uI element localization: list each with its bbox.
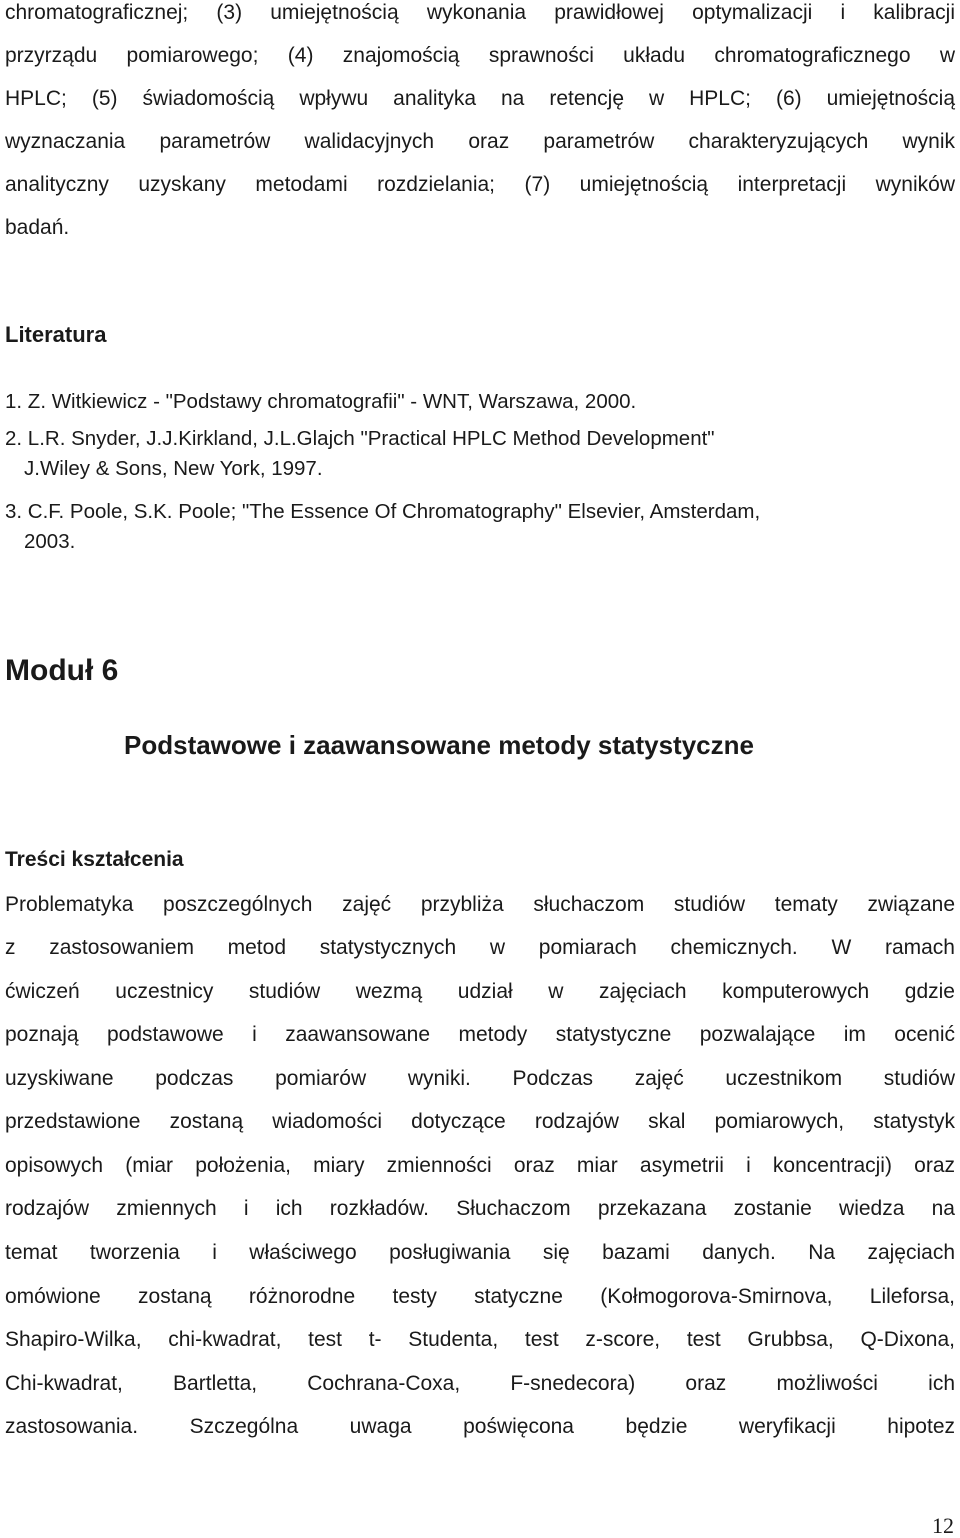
- content-line: z zastosowaniem metod statystycznych w pomiarach chemicznych. W ramach: [5, 936, 955, 959]
- intro-line: badań.: [5, 216, 70, 239]
- content-line: omówione zostaną różnorodne testy statyczne (Kołmogorova-Smirnova, Lileforsa,: [5, 1285, 955, 1308]
- content-line: temat tworzenia i właściwego posługiwania się bazami danych. Na zajęciach: [5, 1241, 955, 1264]
- content-line: poznają podstawowe i zaawansowane metody statystyczne pozwalające im ocenić: [5, 1023, 955, 1046]
- intro-line: przyrządu pomiarowego; (4) znajomością sprawności układu chromatograficznego w: [5, 44, 955, 67]
- content-line: uzyskiwane podczas pomiarów wyniki. Podczas zajęć uczestnikom studiów: [5, 1067, 955, 1090]
- literature-ref-continuation: J.Wiley & Sons, New York, 1997.: [24, 457, 323, 480]
- intro-line: HPLC; (5) świadomością wpływu analityka na retencję w HPLC; (6) umiejętnością: [5, 87, 955, 110]
- literature-ref: 1. Z. Witkiewicz - "Podstawy chromatografii" - WNT, Warszawa, 2000.: [5, 390, 637, 413]
- intro-line: analityczny uzyskany metodami rozdzielania; (7) umiejętnością interpretacji wyników: [5, 173, 955, 196]
- page-number: 12: [932, 1513, 954, 1538]
- intro-line: wyznaczania parametrów walidacyjnych oraz parametrów charakteryzujących wynik: [5, 130, 955, 153]
- content-line: przedstawione zostaną wiadomości dotyczące rodzajów skal pomiarowych, statystyk: [5, 1110, 955, 1133]
- content-heading: Treści kształcenia: [5, 848, 184, 871]
- literature-ref-continuation: 2003.: [24, 530, 76, 553]
- module-title: Moduł 6: [5, 654, 119, 687]
- literature-ref: 2. L.R. Snyder, J.J.Kirkland, J.L.Glajch "Practical HPLC Method Development": [5, 427, 715, 450]
- content-line: Problematyka poszczególnych zajęć przybliża słuchaczom studiów tematy związane: [5, 893, 955, 916]
- literature-heading: Literatura: [5, 322, 107, 347]
- content-line: Chi-kwadrat, Bartletta, Cochrana-Coxa, F-snedecora) oraz możliwości ich: [5, 1372, 955, 1395]
- content-line: Shapiro-Wilka, chi-kwadrat, test t- Studenta, test z-score, test Grubbsa, Q-Dixona,: [5, 1328, 955, 1351]
- content-line: zastosowania. Szczególna uwaga poświęcona będzie weryfikacji hipotez: [5, 1415, 955, 1438]
- module-subtitle: Podstawowe i zaawansowane metody statystyczne: [124, 730, 754, 760]
- intro-line: chromatograficznej; (3) umiejętnością wykonania prawidłowej optymalizacji i kalibracji: [5, 1, 955, 24]
- content-line: rodzajów zmiennych i ich rozkładów. Słuchaczom przekazana zostanie wiedza na: [5, 1197, 955, 1220]
- content-line: ćwiczeń uczestnicy studiów wezmą udział w zajęciach komputerowych gdzie: [5, 980, 955, 1003]
- content-line: opisowych (miar położenia, miary zmienności oraz miar asymetrii i koncentracji) oraz: [5, 1154, 955, 1177]
- literature-ref: 3. C.F. Poole, S.K. Poole; "The Essence Of Chromatography" Elsevier, Amsterdam,: [5, 500, 761, 523]
